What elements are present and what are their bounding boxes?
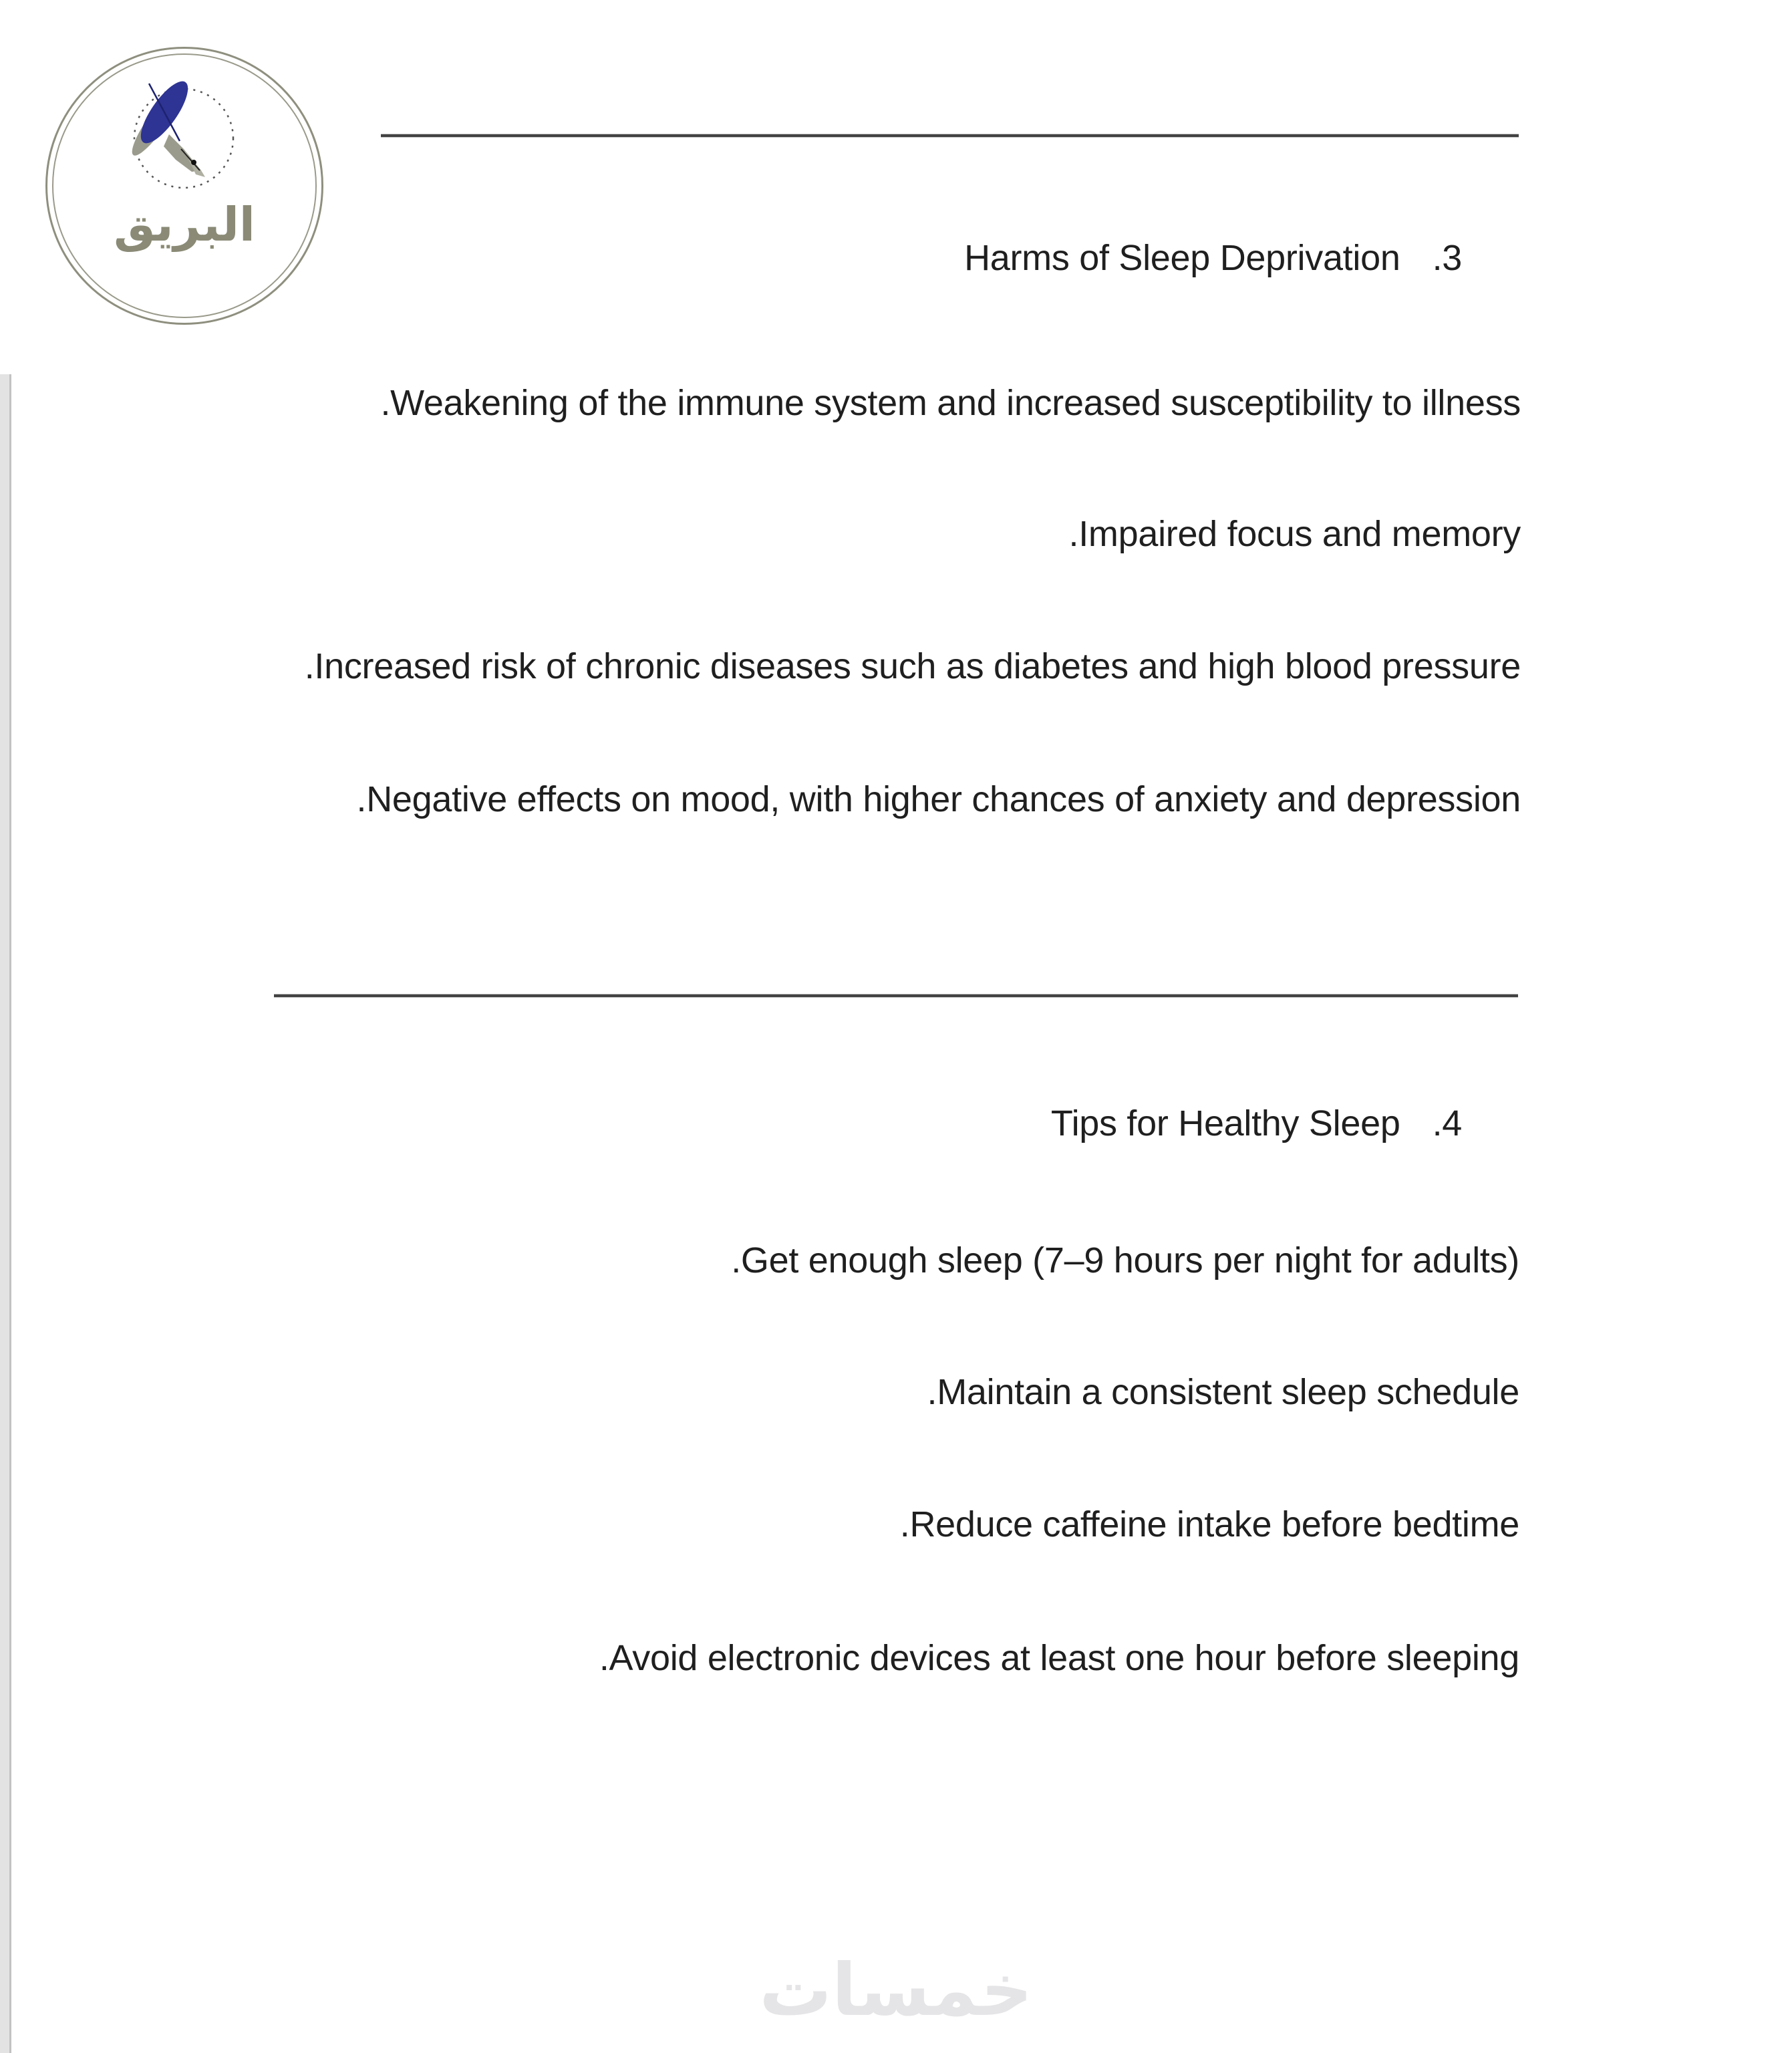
section-title: Harms of Sleep Deprivation xyxy=(964,238,1400,278)
list-item: .Weakening of the immune system and increased susceptibility to illness xyxy=(380,383,1521,423)
logo-brand-text: البريق xyxy=(114,197,255,252)
list-item: .Impaired focus and memory xyxy=(1068,514,1521,554)
logo-outer-ring xyxy=(45,47,323,325)
list-item: .Increased risk of chronic diseases such as diabetes and high blood pressure xyxy=(304,646,1521,686)
section-number: .3 xyxy=(1432,238,1462,278)
section-number: .4 xyxy=(1432,1103,1462,1143)
page-edge-strip xyxy=(0,374,11,2053)
khamsat-watermark: خمسات xyxy=(759,1949,1033,2032)
section-heading-harms xyxy=(964,237,1462,279)
list-item: .Negative effects on mood, with higher chances of anxiety and depression xyxy=(356,779,1521,819)
brand-logo xyxy=(0,0,378,373)
section-title: Tips for Healthy Sleep xyxy=(1050,1103,1400,1143)
list-item: .Reduce caffeine intake before bedtime xyxy=(899,1504,1519,1544)
section-divider-top xyxy=(381,134,1519,138)
section-divider-middle xyxy=(274,994,1518,998)
list-item: .Avoid electronic devices at least one hour before sleeping xyxy=(599,1638,1519,1678)
section-heading-tips xyxy=(1051,1103,1462,1144)
list-item: .Get enough sleep (7–9 hours per night for adults) xyxy=(731,1240,1519,1280)
fountain-pen-icon xyxy=(47,49,321,323)
list-item: .Maintain a consistent sleep schedule xyxy=(927,1372,1519,1412)
